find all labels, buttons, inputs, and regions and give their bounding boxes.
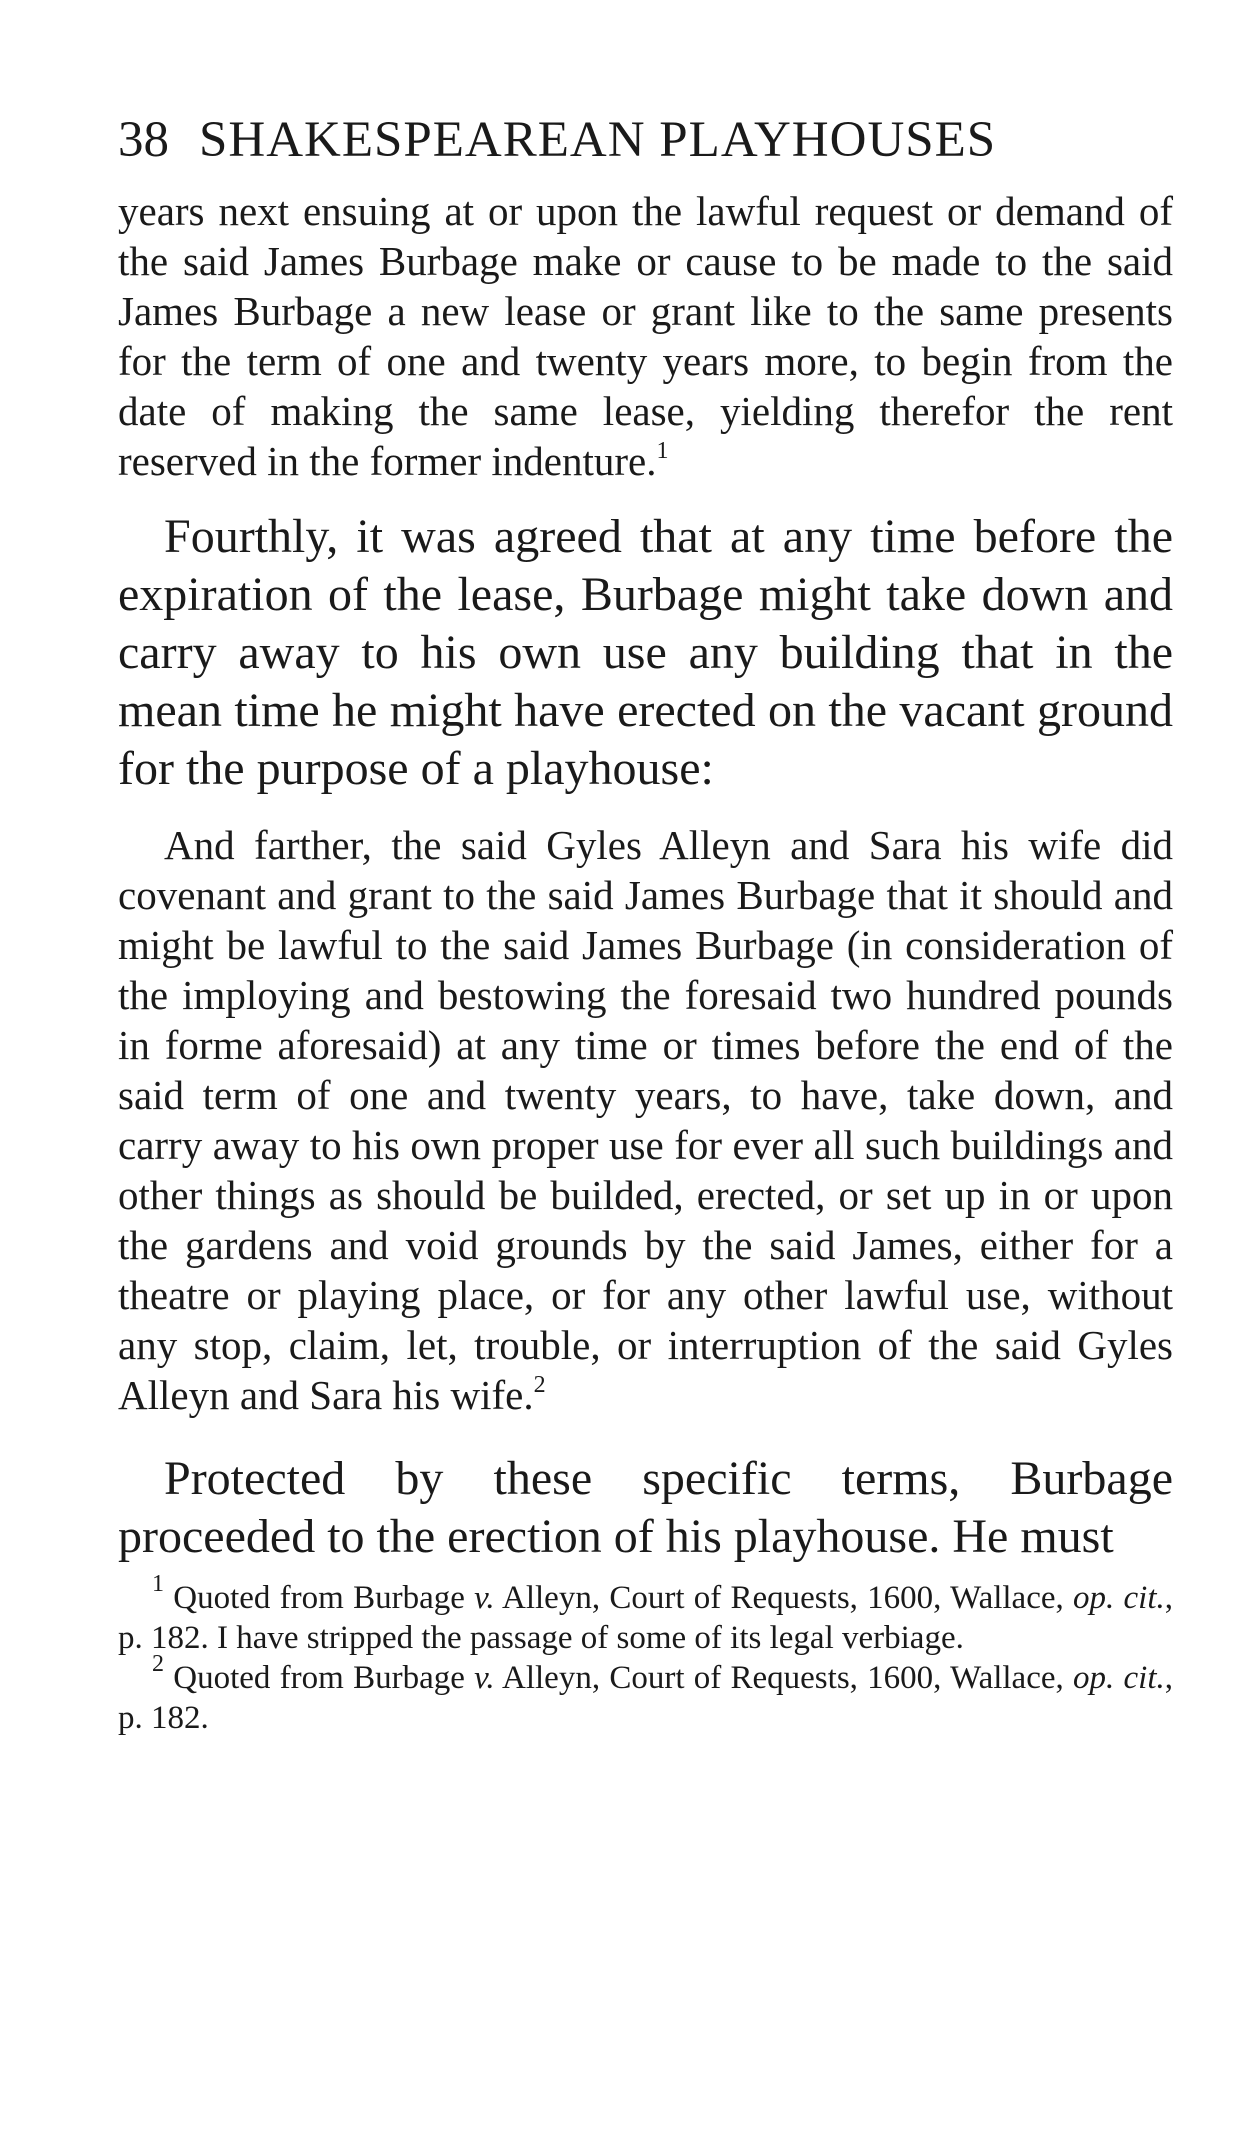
book-page: [118, 110, 1173, 1738]
footnote-1-text-c: , p. 182. I have stripped the passage of some of its legal verbiage.: [118, 1580, 1174, 1656]
running-header: [118, 110, 1173, 170]
footnote-2-marker: 2: [152, 1651, 164, 1677]
footnote-1-text-b: Alleyn, Court of Requests, 1600, Wallace,: [494, 1580, 1074, 1616]
page-number: 38: [118, 112, 169, 168]
footnote-2: [118, 1651, 1174, 1738]
footnote-1-marker: 1: [152, 1571, 164, 1597]
footnote-1-text-a: Quoted from Burbage: [173, 1580, 475, 1616]
quote-paragraph-2: [118, 820, 1173, 1420]
footnote-2-text-a: Quoted from Burbage: [173, 1660, 475, 1696]
footnote-2-versus: v.: [474, 1660, 495, 1696]
body-paragraph-protected: Protected by these specific terms, Burbage proceeded to the erection of his playhouse. He must: [118, 1452, 1173, 1563]
footnote-2-text-b: Alleyn, Court of Requests, 1600, Wallace,: [494, 1660, 1074, 1696]
footnote-1-opcit: op. cit.: [1073, 1580, 1165, 1616]
quote-paragraph-1-text: years next ensuing at or upon the lawful request or demand of the said James Burbage make or cause to be made to the said James Burbage a new lease or grant like to the same presents for the term of one and twenty years more, to begin from the date of making the same lease, yielding therefor the rent reserved in the former indenture.: [118, 188, 1173, 484]
quote-paragraph-1: [118, 186, 1173, 486]
footnote-ref-1: 1: [656, 438, 669, 464]
quote-paragraph-2-text: And farther, the said Gyles Alleyn and Sara his wife did covenant and grant to the said James Burbage that it should and might be lawful to the said James Burbage (in consideration of the imploying and bestowing the foresaid two hundred pounds in forme aforesaid) at any time or times before the end of the said term of one and twenty years, to have, take down, and carry away to his own proper use for ever all such buildings and other things as should be builded, erected, or set up in or upon the gardens and void grounds by the said James, either for a theatre or playing place, or for any other lawful use, without any stop, claim, let, trouble, or interruption of the said Gyles Alleyn and Sara his wife.: [118, 822, 1173, 1418]
footnote-ref-2: 2: [533, 1372, 546, 1398]
running-title: SHAKESPEAREAN PLAYHOUSES: [199, 112, 997, 168]
body-paragraph-fourthly: Fourthly, it was agreed that at any time before the expiration of the lease, Burbage might take down and carry away to his own use any building that in the mean time he might have erected on the vacant ground for the purpose of a playhouse:: [118, 510, 1173, 795]
footnote-2-text-c: , p. 182.: [118, 1660, 1174, 1736]
footnote-2-opcit: op. cit.: [1073, 1660, 1165, 1696]
footnote-1-versus: v.: [474, 1580, 495, 1616]
footnote-1: [118, 1571, 1174, 1658]
